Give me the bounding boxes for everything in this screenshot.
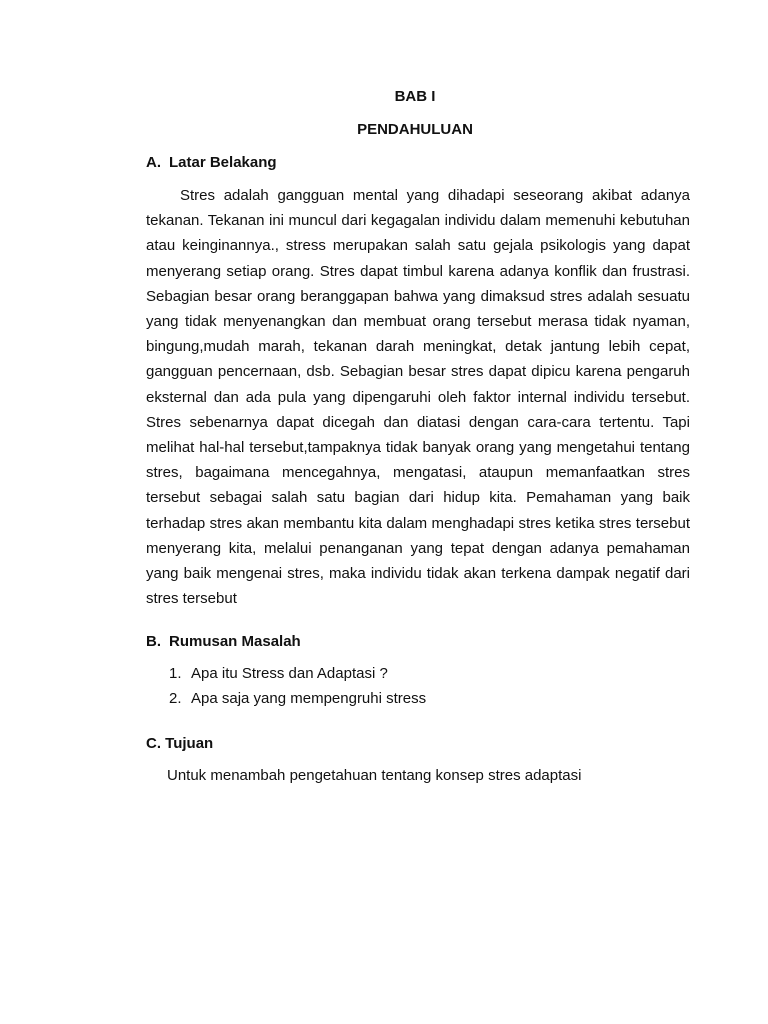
list-item [169, 690, 426, 715]
section-a-title: Latar Belakang [169, 154, 277, 171]
problem-list [169, 665, 426, 715]
list-item-text: Apa saja yang mempengruhi stress [191, 690, 427, 707]
chapter-number: BAB I [394, 88, 436, 105]
background-paragraph: Stres adalah gangguan mental yang dihadapi seseorang akibat adanya tekanan. Tekanan ini muncul dari kegagalan individu dalam memenuhi kebutuhan atau keinginannya., stress merupakan salah satu gejala psikologis yang dapat menyerang setiap orang. Stres dapat timbul karena adanya konflik dan frustrasi. Sebagian besar orang beranggapan bahwa yang dimaksud stres adalah sesuatu yang tidak menyenangkan dan membuat orang tersebut merasa tidak nyaman, bingung,mudah marah, tekanan darah meningkat, detak jantung lebih cepat, gangguan pencernaan, dsb. Sebagian besar stres dapat dipicu karena pengaruh eksternal dan ada pula yang dipengaruhi oleh faktor internal individu tersebut. Stres sebenarnya dapat dicegah dan diatasi dengan cara-cara tertentu. Tapi melihat hal-hal tersebut,tampaknya tidak banyak orang yang mengetahui tentang stres, bagaimana mencegahnya, mengatasi, ataupun memanfaatkan stres tersebut sebagai salah satu bagian dari hidup kita. Pemahaman yang baik terhadap stres akan membantu kita dalam menghadapi stres ketika stres tersebut menyerang kita, melalui penanganan yang tepat dengan adanya pemahaman yang baik mengenai stres, maka individu tidak akan terkena dampak negatif dari stres tersebut [146, 187, 690, 608]
section-c-letter: C. [146, 735, 161, 752]
section-b-letter: B. [146, 633, 161, 650]
list-item [169, 665, 426, 690]
section-a-letter: A. [146, 154, 161, 171]
list-item-number: 1. [169, 665, 182, 682]
list-item-number: 2. [169, 690, 182, 707]
section-c-heading [146, 735, 213, 753]
purpose-text: Untuk menambah pengetahuan tentang konsep stres adaptasi [167, 767, 582, 784]
section-b-heading [146, 633, 301, 651]
chapter-title: PENDAHULUAN [357, 121, 473, 138]
section-c-title: Tujuan [165, 735, 214, 752]
section-b-title: Rumusan Masalah [169, 633, 301, 650]
list-item-text: Apa itu Stress dan Adaptasi ? [191, 665, 388, 682]
section-a-heading [146, 154, 277, 172]
